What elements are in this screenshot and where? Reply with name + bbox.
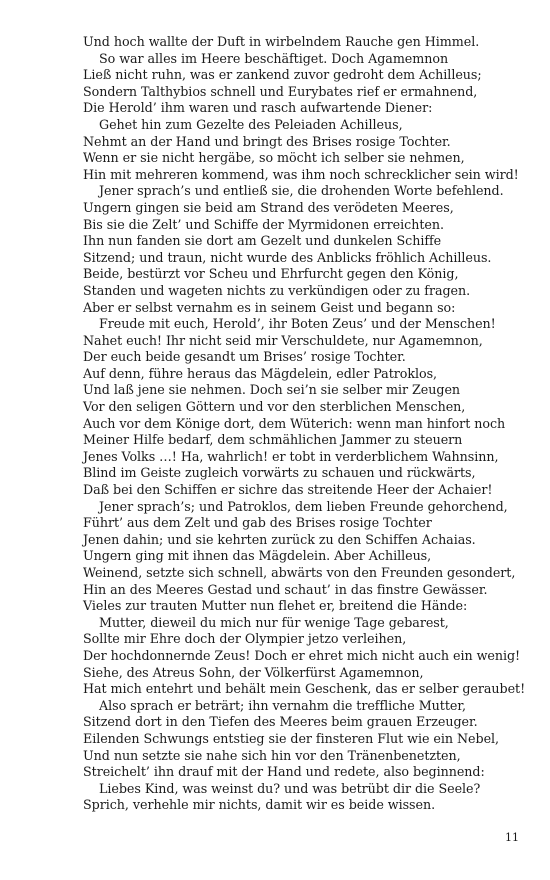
text-line: Wenn er sie nicht hergäbe, so möcht ich selber sie nehmen,	[83, 150, 465, 166]
text-line: Vieles zur trauten Mutter nun flehet er, breitend die Hände:	[83, 598, 468, 614]
text-line: Sitzend; und traun, nicht wurde des Anblicks fröhlich Achilleus.	[83, 249, 492, 265]
text-line: Sondern Talthybios schnell und Eurybates rief er ermahnend,	[83, 83, 478, 99]
text-line: Sollte mir Ehre doch der Olympier jetzo verleihen,	[83, 631, 407, 647]
text-line: Daß bei den Schiffen er sichre das streitende Heer der Achaier!	[83, 482, 493, 498]
text-line: Nahet euch! Ihr nicht seid mir Verschuldete, nur Agamemnon,	[83, 332, 483, 348]
text-line: Weinend, setzte sich schnell, abwärts von den Freunden gesondert,	[83, 565, 516, 580]
text-line: Und hoch wallte der Duft in wirbelndem Rauche gen Himmel.	[83, 34, 480, 49]
text-line: Eilenden Schwungs entstieg sie der finsteren Flut wie ein Nebel,	[83, 730, 500, 746]
text-line: Sprich, verhehle mir nichts, damit wir es beide wissen.	[83, 797, 436, 813]
text-line: Ließ nicht ruhn, was er zankend zuvor gedroht dem Achilleus;	[83, 67, 482, 83]
text-line: Also sprach er beträrt; ihn vernahm die treffliche Mutter,	[99, 697, 466, 713]
text-line: Vor den seligen Göttern und vor den sterblichen Menschen,	[83, 399, 466, 415]
text-line: So war alles im Heere beschäftiget. Doch Agamemnon	[99, 50, 449, 66]
text-line: Freude mit euch, Herold’, ihr Boten Zeus’ und der Menschen!	[99, 316, 496, 332]
text-line: Jenen dahin; und sie kehrten zurück zu den Schiffen Achaias.	[83, 531, 476, 547]
text-line: Beide, bestürzt vor Scheu und Ehrfurcht gegen den König,	[83, 266, 459, 282]
text-line: Ihn nun fanden sie dort am Gezelt und dunkelen Schiffe	[83, 233, 442, 249]
text-line: Jener sprach’s; und Patroklos, dem lieben Freunde gehorchend,	[99, 498, 508, 514]
text-line: Mutter, dieweil du mich nur für wenige Tage gebarest,	[99, 614, 449, 630]
text-line: Blind im Geiste zugleich vorwärts zu schauen und rückwärts,	[83, 465, 476, 481]
text-line: Aber er selbst vernahm es in seinem Geist und begann so:	[83, 299, 456, 315]
text-line: Jenes Volks …! Ha, wahrlich! er tobt in verderblichem Wahnsinn,	[83, 448, 499, 464]
text-line: Streichelt’ ihn drauf mit der Hand und redete, also beginnend:	[83, 764, 485, 780]
text-line: Liebes Kind, was weinst du? und was betrübt dir die Seele?	[99, 780, 481, 796]
text-line: Bis sie die Zelt’ und Schiffe der Myrmidonen erreichten.	[83, 216, 444, 232]
text-line: Meiner Hilfe bedarf, dem schmählichen Jammer zu steuern	[83, 432, 463, 448]
text-line: Sitzend dort in den Tiefen des Meeres beim grauen Erzeuger.	[83, 714, 478, 730]
text-line: Siehe, des Atreus Sohn, der Völkerfürst Agamemnon,	[83, 664, 424, 680]
text-line: Auch vor dem Könige dort, dem Wüterich: wenn man hinfort noch	[83, 415, 506, 431]
text-line: Und nun setzte sie nahe sich hin vor den Tränenbenetzten,	[83, 747, 461, 763]
text-line: Standen und wageten nichts zu verkündigen oder zu fragen.	[83, 282, 471, 298]
text-line: Gehet hin zum Gezelte des Peleiaden Achilleus,	[99, 116, 403, 132]
text-line: Auf denn, führe heraus das Mägdelein, edler Patroklos,	[83, 365, 438, 381]
text-line: Hin mit mehreren kommend, was ihm noch schrecklicher sein wird!	[83, 166, 519, 182]
text-line: Die Herold’ ihm waren und rasch aufwartende Diener:	[83, 100, 433, 116]
text-line: Ungern ging mit ihnen das Mägdelein. Aber Achilleus,	[83, 548, 432, 564]
text-line: Ungern gingen sie beid am Strand des verödeten Meeres,	[83, 199, 454, 215]
text-line: Jener sprach’s und entließ sie, die drohenden Worte befehlend.	[99, 183, 504, 199]
page-number: 11	[505, 831, 519, 844]
text-line: Und laß jene sie nehmen. Doch sei’n sie selber mir Zeugen	[83, 382, 461, 398]
text-line: Der euch beide gesandt um Brises’ rosige Tochter.	[83, 349, 406, 365]
poem-text-block	[83, 34, 526, 814]
text-line: Der hochdonnernde Zeus! Doch er ehret mich nicht auch ein wenig!	[83, 647, 521, 663]
text-line: Hat mich entehrt und behält mein Geschenk, das er selber geraubet!	[83, 681, 526, 697]
text-line: Hin an des Meeres Gestad und schaut’ in das finstre Gewässer.	[83, 581, 488, 597]
text-line: Nehmt an der Hand und bringt des Brises rosige Tochter.	[83, 133, 451, 149]
text-line: Führt’ aus dem Zelt und gab des Brises rosige Tochter	[83, 515, 432, 531]
